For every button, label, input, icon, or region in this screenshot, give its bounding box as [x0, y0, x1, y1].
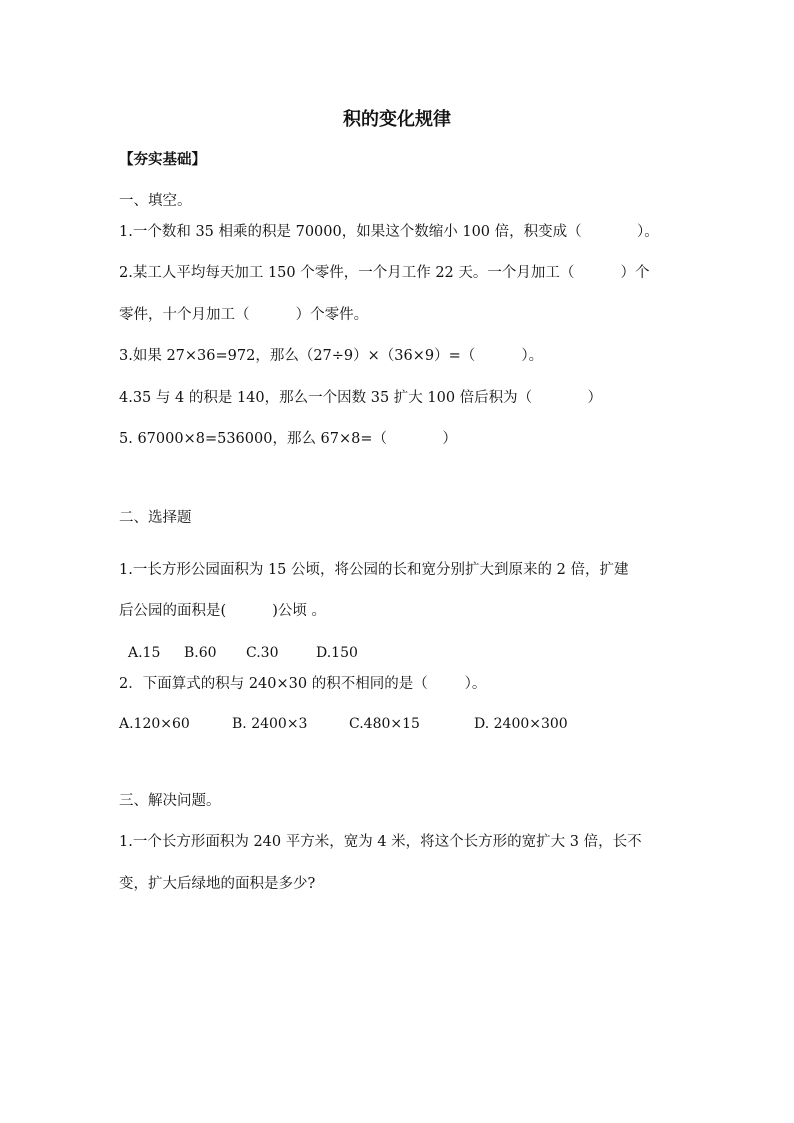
problem-question-1-line-2: 变，扩大后绿地的面积是多少?: [119, 876, 316, 892]
option-b: B. 2400×3: [232, 716, 308, 732]
fill-question-4: 4.35 与 4 的积是 140，那么一个因数 35 扩大 100 倍后积为（ ）: [119, 390, 602, 406]
option-b: B.60: [184, 645, 217, 661]
problem-question-1-line-1: 1.一个长方形面积为 240 平方米，宽为 4 米，将这个长方形的宽扩大 3 倍，长不: [119, 834, 642, 850]
section-basic-label: 【夯实基础】: [119, 151, 206, 168]
option-d: D.150: [316, 645, 358, 661]
fill-question-2-line-2: 零件，十个月加工（ ）个零件。: [119, 307, 369, 323]
part3-heading: 三、解决问题。: [119, 793, 221, 809]
option-a: A.120×60: [119, 716, 190, 732]
option-c: C.480×15: [349, 716, 420, 732]
fill-question-5: 5. 67000×8=536000，那么 67×8=（ ）: [119, 431, 457, 447]
fill-question-2-line-1: 2.某工人平均每天加工 150 个零件，一个月工作 22 天。一个月加工（ ）个: [119, 265, 650, 281]
fill-question-1: 1.一个数和 35 相乘的积是 70000，如果这个数缩小 100 倍，积变成（ ）。: [119, 224, 659, 240]
part2-heading: 二、选择题: [119, 510, 192, 526]
page-title: 积的变化规律: [343, 109, 451, 130]
fill-question-3: 3.如果 27×36=972，那么（27÷9）×（36×9）=（ ）。: [119, 348, 544, 364]
choice-question-2: 2．下面算式的积与 240×30 的积不相同的是（ ）。: [119, 676, 487, 692]
option-c: C.30: [246, 645, 279, 661]
part1-heading: 一、填空。: [119, 193, 192, 209]
choice-question-1-line-1: 1.一长方形公园面积为 15 公顷，将公园的长和宽分别扩大到原来的 2 倍，扩建: [119, 562, 629, 578]
choice-question-1-line-2: 后公园的面积是( )公顷 。: [119, 603, 327, 619]
option-a: A.15: [128, 645, 161, 661]
option-d: D. 2400×300: [474, 716, 568, 732]
